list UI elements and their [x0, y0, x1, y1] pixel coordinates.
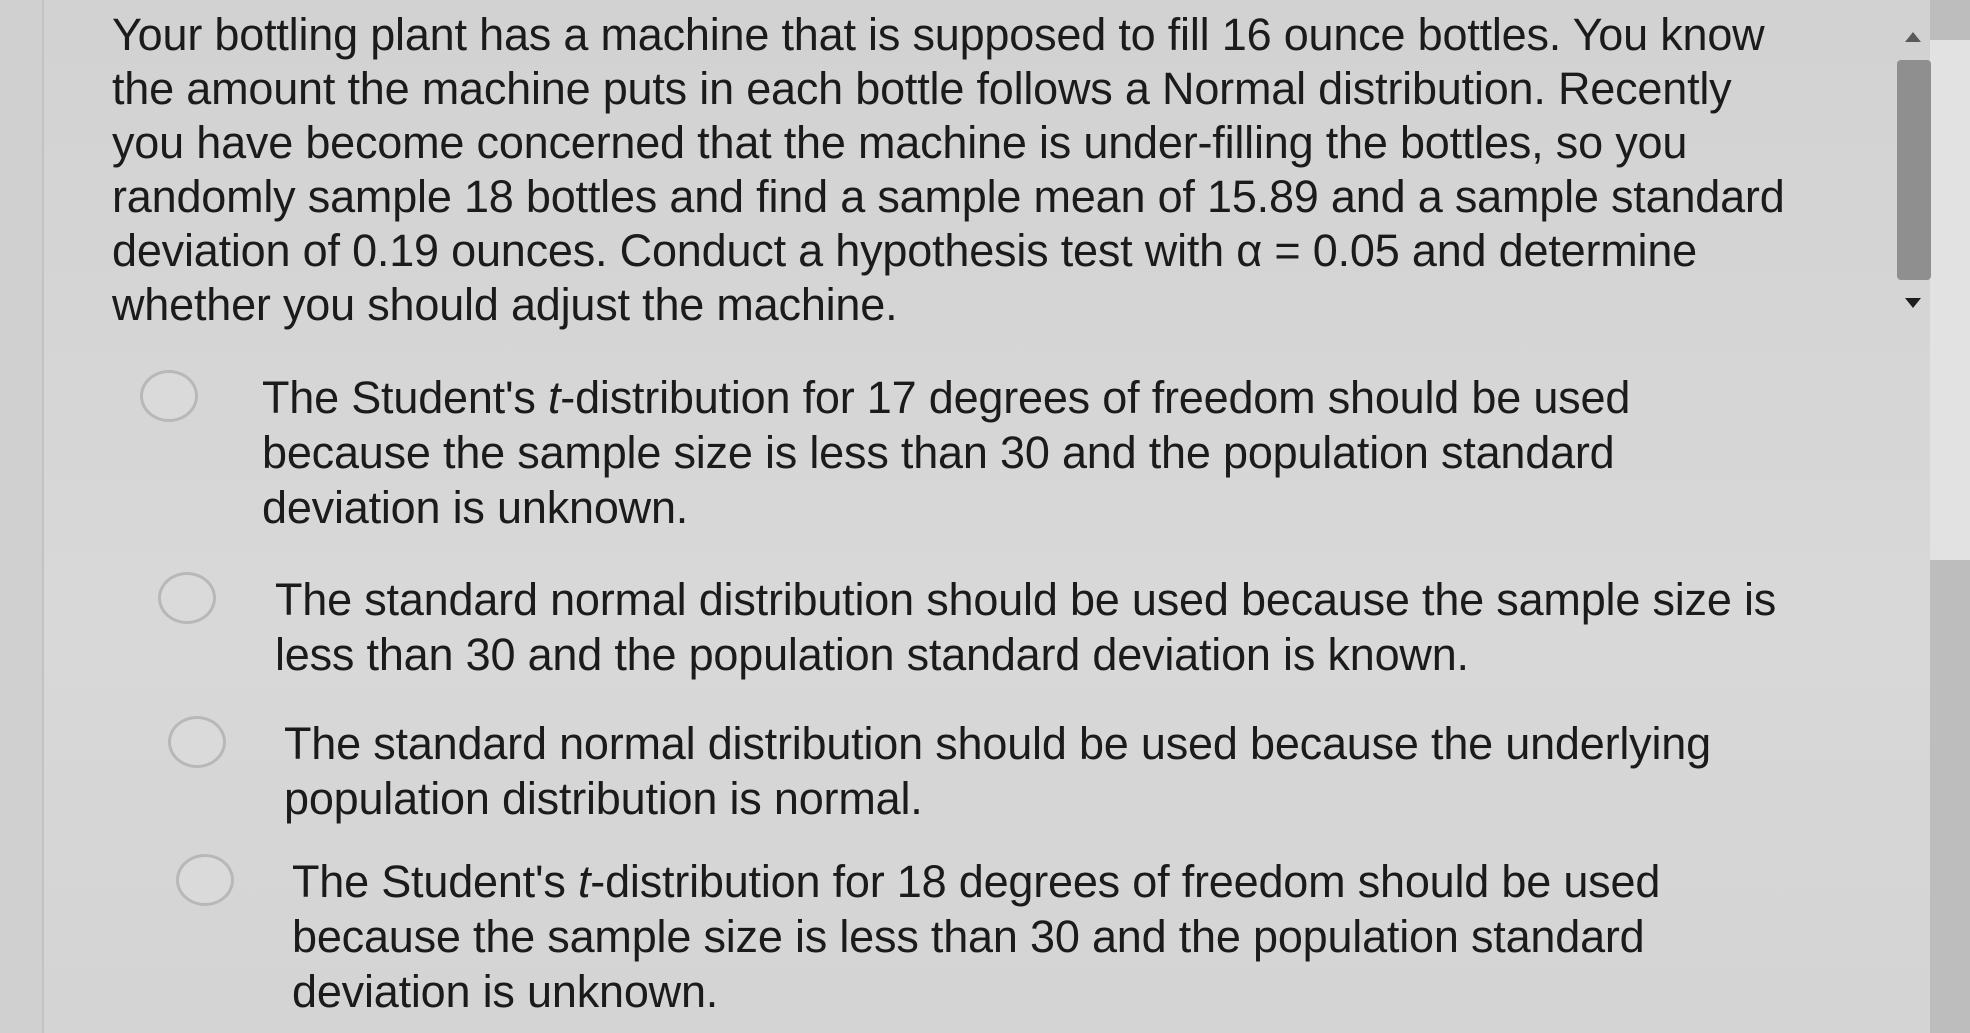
- scroll-up-icon[interactable]: [1905, 32, 1921, 42]
- question-scrollbar[interactable]: [1895, 20, 1935, 320]
- scroll-thumb[interactable]: [1897, 60, 1931, 280]
- question-text: Your bottling plant has a machine that is supposed to fill 16 ounce bottles. You know the amount the machine puts in each bottle follows a Normal distribution. Recently you have become concerned that the machine is under-filling the bottles, so you randomly sample 18 bottles and find a sample mean of 15.89 and a sample standard deviation of 0.19 ounces. Conduct a hypothesis test with α = 0.05 and determine whether you should adjust the machine.: [112, 9, 1785, 330]
- radio-option-1[interactable]: [140, 370, 198, 422]
- option-1-rest: -distribution for 17 degrees of freedom should be used because the sample size is less than 30 and the population standard deviation is unknown.: [262, 372, 1631, 533]
- radio-option-2[interactable]: [158, 572, 216, 624]
- option-4-label: [292, 854, 1732, 1019]
- left-edge-panel: [0, 0, 44, 1033]
- option-1-italic: t: [547, 372, 561, 423]
- option-4-rest: -distribution for 18 degrees of freedom should be used because the sample size is less than 30 and the population standard deviation is unknown.: [292, 856, 1661, 1017]
- option-4-italic: t: [577, 856, 591, 907]
- scroll-down-icon[interactable]: [1905, 298, 1921, 308]
- option-1-label: [262, 370, 1762, 535]
- option-2-label: The standard normal distribution should be used because the sample size is less than 30 and the population standard deviation is known.: [275, 574, 1777, 680]
- option-3-label: The standard normal distribution should be used because the underlying population distribution is normal.: [284, 718, 1711, 824]
- right-edge-highlight: [1930, 40, 1970, 560]
- radio-option-3[interactable]: [168, 716, 226, 768]
- question-scroll-area[interactable]: [100, 0, 1880, 345]
- option-1-prefix: The Student's: [262, 372, 548, 423]
- radio-option-4[interactable]: [176, 854, 234, 906]
- option-4-prefix: The Student's: [292, 856, 578, 907]
